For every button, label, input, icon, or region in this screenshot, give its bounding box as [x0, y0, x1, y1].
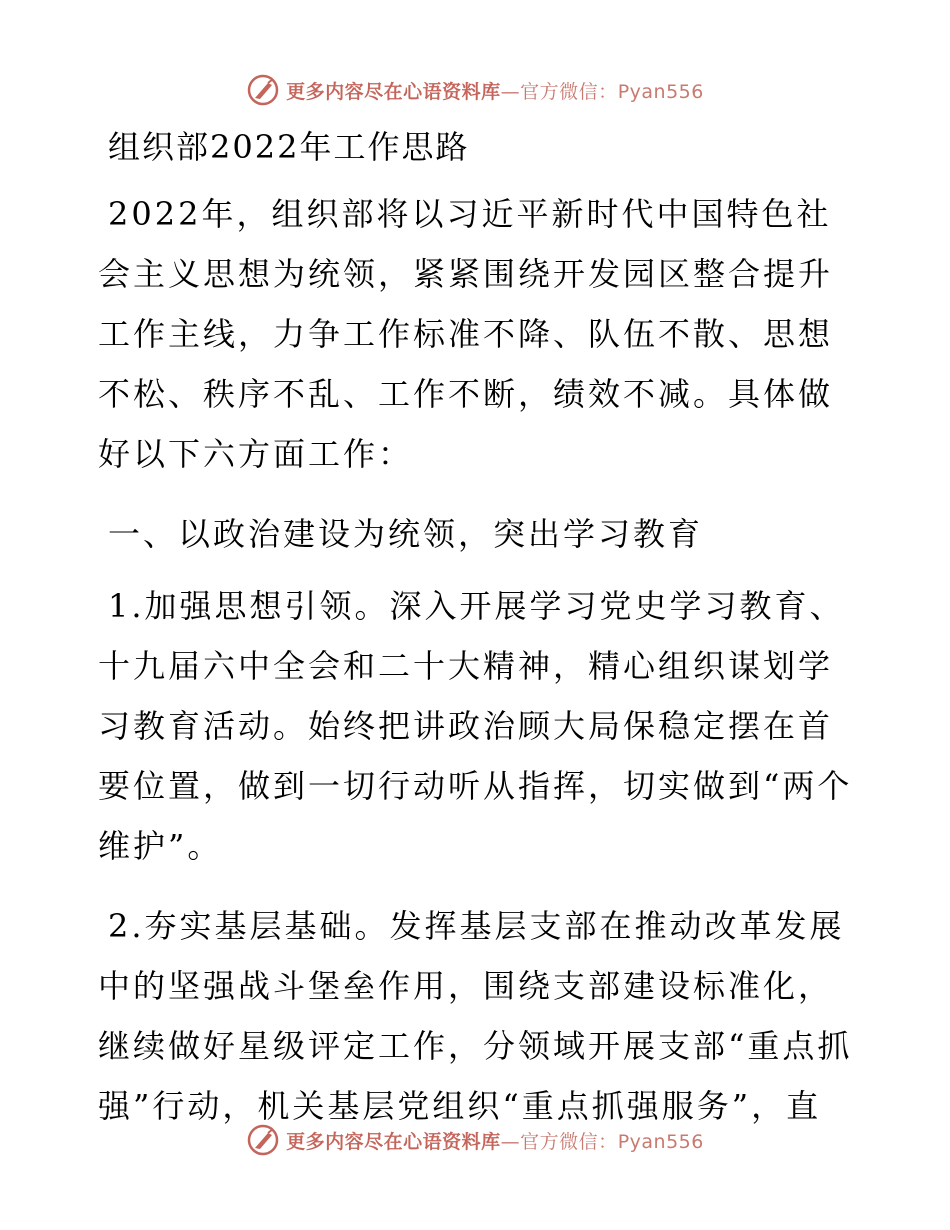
document-body: [98, 120, 858, 1156]
item-paragraph-1: 1.加强思想引领。深入开展学习党史学习教育、十九届六中全会和二十大精神，精心组织谋划学习教育活动。始终把讲政治顾大局保稳定摆在首要位置，做到一切行动听从指挥，切实做到“两个维护”。: [98, 587, 853, 865]
watermark-dash: —: [500, 1130, 521, 1153]
watermark-text-tail: 官方微信：: [520, 1130, 618, 1153]
watermark-text-main: 更多内容尽在心语资料库: [286, 1130, 501, 1153]
watermark-banner-top: [0, 70, 950, 110]
quill-pen-logo-icon: [246, 73, 280, 107]
watermark-text-main: 更多内容尽在心语资料库: [286, 80, 501, 103]
item-paragraph-2: 2.夯实基层基础。发挥基层支部在推动改革发展中的坚强战斗堡垒作用，围绕支部建设标准化，继续做好星级评定工作，分领域开展支部“重点抓强”行动，机关基层党组织“重点抓强服务”，直: [98, 907, 853, 1125]
document-title: 组织部2022年工作思路: [108, 128, 470, 166]
watermark-text-tail: 官方微信：: [520, 80, 618, 103]
section-heading-1: 一、以政治建设为统领，突出学习教育: [108, 515, 704, 553]
quill-pen-logo-icon: [246, 1123, 280, 1157]
watermark-dash: —: [500, 80, 521, 103]
intro-paragraph: 2022年，组织部将以习近平新时代中国特色社会主义思想为统领，紧紧围绕开发园区整合提升工作主线，力争工作标准不降、队伍不散、思想不松、秩序不乱、工作不断，绩效不减。具体做好以下六方面工作：: [98, 195, 834, 473]
watermark-wechat-id: Pyan556: [617, 80, 704, 103]
watermark-banner-bottom: [0, 1120, 950, 1160]
watermark-wechat-id: Pyan556: [617, 1130, 704, 1153]
